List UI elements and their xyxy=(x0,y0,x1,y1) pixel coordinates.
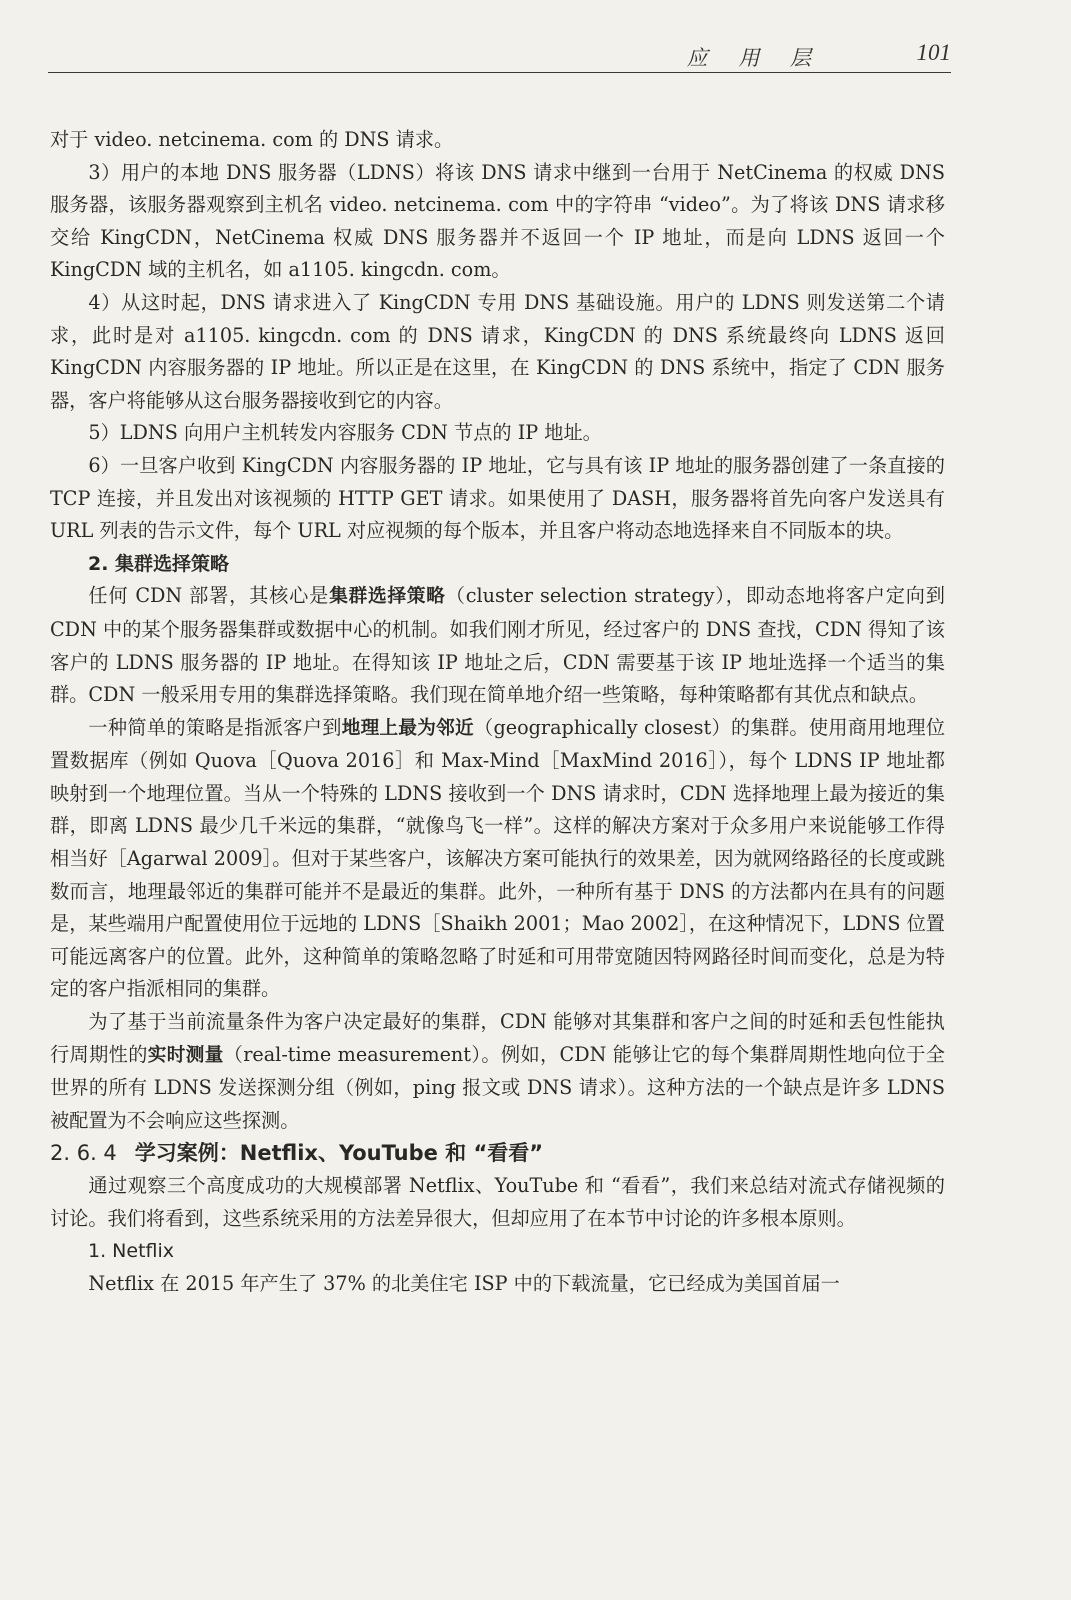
page-number: 101 xyxy=(916,40,951,65)
paragraph-step-3: 3）用户的本地 DNS 服务器（LDNS）将该 DNS 请求中继到一台用于 NetCinema 的权威 DNS 服务器，该服务器观察到主机名 video. netcinema. com 中的字符串 “video”。为了将该 DNS 请求移交给 KingCDN，NetCinema 权威 DNS 服务器并不返回一个 IP 地址，而是向 LDNS 返回一个 KingCDN 域的主机名，如 a1105. kingcdn. com。 xyxy=(50,160,945,282)
paragraph-continuation: 对于 video. netcinema. com 的 DNS 请求。 xyxy=(50,128,454,151)
paragraph-cluster-selection: 任何 CDN 部署，其核心是集群选择策略（cluster selection strategy），即动态地将客户定向到 CDN 中的某个服务器集群或数据中心的机制。如我们刚才所见，经过客户的 DNS 查找，CDN 得知了该客户的 LDNS 服务器的 IP 地址。在得知该 IP 地址之后，CDN 需要基于该 IP 地址选择一个适当的集群。CDN 一般采用专用的集群选择策略。我们现在简单地介绍一些策略，每种策略都有其优点和缺点。 xyxy=(50,584,945,707)
subsection-heading-netflix: 1. Netflix xyxy=(88,1240,175,1263)
paragraph-realtime: 为了基于当前流量条件为客户决定最好的集群，CDN 能够对其集群和客户之间的时延和丢包性能执行周期性的实时测量（real-time measurement）。例如，CDN 能够让它的每个集群周期性地向位于全世界的所有 LDNS 发送探测分组（例如，ping 报文或 DNS 请求）。这种方法的一个缺点是许多 LDNS 被配置为不会响应这些探测。 xyxy=(50,1010,945,1132)
term-cluster-selection: 集群选择策略 xyxy=(329,586,446,608)
subsection-heading-cluster-selection: 2. 集群选择策略 xyxy=(88,552,230,575)
chapter-title: 应 用 层 xyxy=(686,46,823,70)
paragraph-step-5: 5）LDNS 向用户主机转发内容服务 CDN 节点的 IP 地址。 xyxy=(88,421,602,445)
paragraph-netflix: Netflix 在 2015 年产生了 37% 的北美住宅 ISP 中的下载流量，它已经成为美国首届一 xyxy=(88,1271,840,1295)
section-number: 2. 6. 4 xyxy=(50,1141,117,1166)
paragraph-case-study-intro: 通过观察三个高度成功的大规模部署 Netflix、YouTube 和 “看看”，我们来总结对流式存储视频的讨论。我们将看到，这些系统采用的方法差异很大，但却应用了在本节中讨论的许多根本原则。 xyxy=(50,1174,945,1230)
term-realtime-measurement: 实时测量 xyxy=(147,1044,224,1066)
paragraph-step-6: 6）一旦客户收到 KingCDN 内容服务器的 IP 地址，它与具有该 IP 地址的服务器创建了一条直接的 TCP 连接，并且发出对该视频的 HTTP GET 请求。如果使用了 DASH，服务器将首先向客户发送具有 URL 列表的告示文件，每个 URL 对应视频的每个版本，并且客户将动态地选择来自不同版本的块。 xyxy=(50,453,945,543)
term-geographically-closest: 地理上最为邻近 xyxy=(341,717,474,739)
section-title: 学习案例：Netflix、YouTube 和 “看看” xyxy=(134,1141,544,1166)
body-text xyxy=(50,124,945,1300)
paragraph-step-4: 4）从这时起，DNS 请求进入了 KingCDN 专用 DNS 基础设施。用户的 LDNS 则发送第二个请求，此时是对 a1105. kingcdn. com 的 DNS 请求，KingCDN 的 DNS 系统最终向 LDNS 返回 KingCDN 内容服务器的 IP 地址。所以正是在这里，在 KingCDN 的 DNS 系统中，指定了 CDN 服务器，客户将能够从这台服务器接收到它的内容。 xyxy=(50,290,945,412)
running-header xyxy=(48,38,951,73)
section-heading-case-study xyxy=(50,1137,945,1170)
paragraph-geographic: 一种简单的策略是指派客户到地理上最为邻近（geographically closest）的集群。使用商用地理位置数据库（例如 Quova［Quova 2016］和 Max-Mind［MaxMind 2016］），每个 LDNS IP 地址都映射到一个地理位置。当从一个特殊的 LDNS 接收到一个 DNS 请求时，CDN 选择地理上最为接近的集群，即离 LDNS 最少几千米远的集群，“就像鸟飞一样”。这样的解决方案对于众多用户来说能够工作得相当好［Agarwal 2009］。但对于某些客户，该解决方案可能执行的效果差，因为就网络路径的长度或跳数而言，地理最邻近的集群可能并不是最近的集群。此外，一种所有基于 DNS 的方法都内在具有的问题是，某些端用户配置使用位于远地的 LDNS［Shaikh 2001；Mao 2002］，在这种情况下，LDNS 位置可能远离客户的位置。此外，这种简单的策略忽略了时延和可用带宽随因特网路径时间而变化，总是为特定的客户指派相同的集群。 xyxy=(50,715,946,1001)
